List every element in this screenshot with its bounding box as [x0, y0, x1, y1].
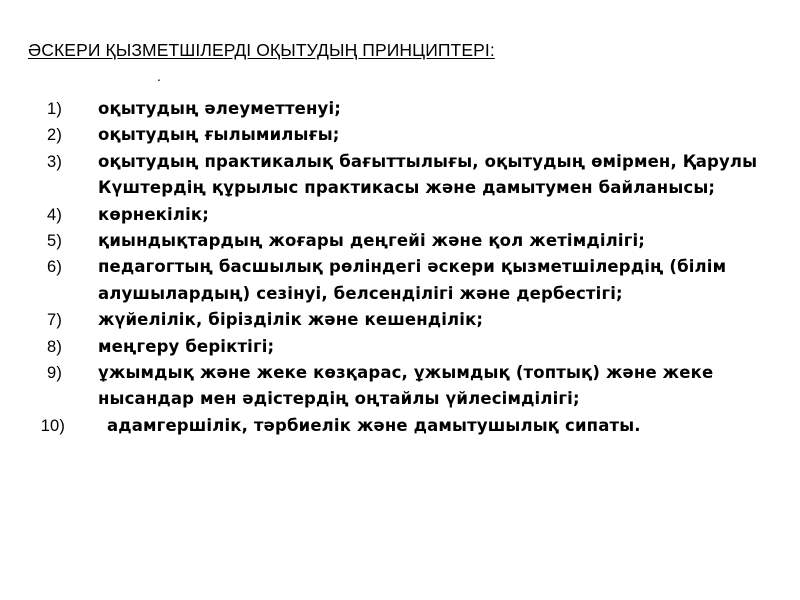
list-item [0, 149, 800, 202]
item-text: адамгершілік, тәрбиелік және дамытушылық сипаты. [107, 415, 641, 435]
item-number: 3) [47, 152, 62, 171]
list-item [0, 254, 800, 307]
item-text: меңгеру беріктігі; [98, 336, 275, 356]
list-item [0, 228, 800, 254]
item-number: 10) [40, 416, 65, 435]
item-text: оқытудың практикалық бағыттылығы, оқытудың өмірмен, Қарулы Күштердің құрылыс практикасы және дамытумен байланысы; [98, 151, 758, 198]
item-text: педагогтың басшылық рөліндегі әскери қызметшілердің (білім алушылардың) сезінуі, белсенділігі және дербестігі; [98, 257, 727, 303]
list-item [0, 334, 800, 360]
list-item [0, 122, 800, 148]
item-text: ұжымдық және жеке көзқарас, ұжымдық (топтық) және жеке нысандар мен әдістердің оңтайлы үйлесімділігі; [98, 363, 714, 409]
list-item [0, 96, 800, 122]
principles-list [0, 96, 800, 439]
list-item [0, 202, 800, 228]
item-text: көрнекілік; [98, 204, 209, 224]
list-item [0, 413, 800, 439]
slide-title: ӘСКЕРИ ҚЫЗМЕТШІЛЕРДІ ОҚЫТУДЫҢ ПРИНЦИПТЕРІ: [28, 40, 495, 60]
item-number: 5) [47, 232, 62, 251]
item-number: 2) [47, 126, 62, 145]
item-number: 9) [47, 364, 62, 383]
list-item [0, 360, 800, 413]
item-number: 7) [47, 311, 62, 330]
item-number: 1) [47, 100, 62, 118]
item-text: жүйелілік, бірізділік және кешенділік; [98, 310, 484, 330]
item-number: 6) [47, 258, 62, 277]
item-text: қиындықтардың жоғары деңгейі және қол жетімділігі; [98, 231, 646, 251]
item-text: оқытудың әлеуметтенуі; [98, 99, 342, 118]
list-item [0, 307, 800, 333]
item-text: оқытудың ғылымилығы; [98, 125, 340, 145]
stray-dot: . [157, 68, 161, 84]
item-number: 4) [47, 205, 62, 224]
item-number: 8) [47, 337, 62, 356]
